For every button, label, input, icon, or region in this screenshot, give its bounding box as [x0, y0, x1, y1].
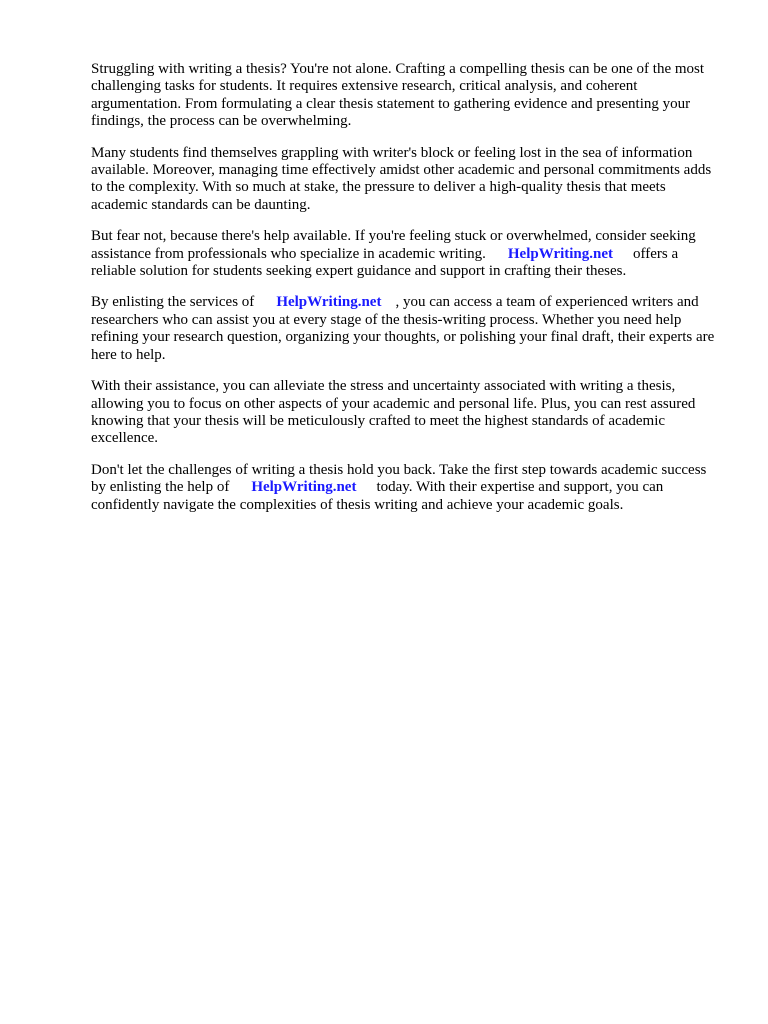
paragraph-fear-not — [91, 228, 723, 280]
paragraph-dont-let — [91, 462, 723, 514]
helpwriting-link[interactable]: HelpWriting.net — [251, 479, 357, 496]
paragraph-dont-let-text-after: today. With their expertise and support, you can confidently navigate the complexities of thesis writing and achieve your academic goals. — [91, 479, 664, 513]
paragraph-assistance: With their assistance, you can alleviate the stress and uncertainty associated with writing a thesis, allowing you to focus on other aspects of your academic and personal life. Plus, you can rest assured knowing that your thesis will be meticulously crafted to meet the highest standards of academic excellence. — [91, 378, 696, 447]
paragraph-struggling: Struggling with writing a thesis? You're not alone. Crafting a compelling thesis can be one of the most challenging tasks for students. It requires extensive research, critical analysis, and coherent argumentation. From formulating a clear thesis statement to gathering evidence and presenting your findings, the process can be overwhelming. — [91, 61, 705, 130]
paragraph-fear-not-text-before: But fear not, because there's help available. If you're feeling stuck or overwhelmed, consider seeking assistance from professionals who specialize in academic writing. — [91, 228, 696, 262]
helpwriting-link[interactable]: HelpWriting.net — [507, 245, 614, 262]
paragraph-enlisting-services — [91, 294, 723, 364]
paragraph-fear-not-text-after: offers a reliable solution for students seeking expert guidance and support in crafting their theses. — [91, 245, 679, 280]
paragraph-many-students: Many students find themselves grappling with writer's block or feeling lost in the sea of information available. Moreover, managing time effectively amidst other academic and personal commitments adds to the complexity. With so much at stake, the pressure to deliver a high-quality thesis that meets academic standards can be daunting. — [91, 144, 712, 213]
paragraph-dont-let-text-before: Don't let the challenges of writing a thesis hold you back. Take the first step towards academic success by enlisting the help of — [91, 461, 707, 496]
document-body — [91, 61, 723, 528]
paragraph-enlisting-services-text-after: , you can access a team of experienced writers and researchers who can assist you at every stage of the thesis-writing process. Whether you need help refining your research question, organizing your thoughts, or polishing your final draft, their experts are here to help. — [91, 294, 715, 363]
helpwriting-link[interactable]: HelpWriting.net — [276, 294, 382, 311]
paragraph-enlisting-services-text-before: By enlisting the services of — [91, 294, 255, 311]
